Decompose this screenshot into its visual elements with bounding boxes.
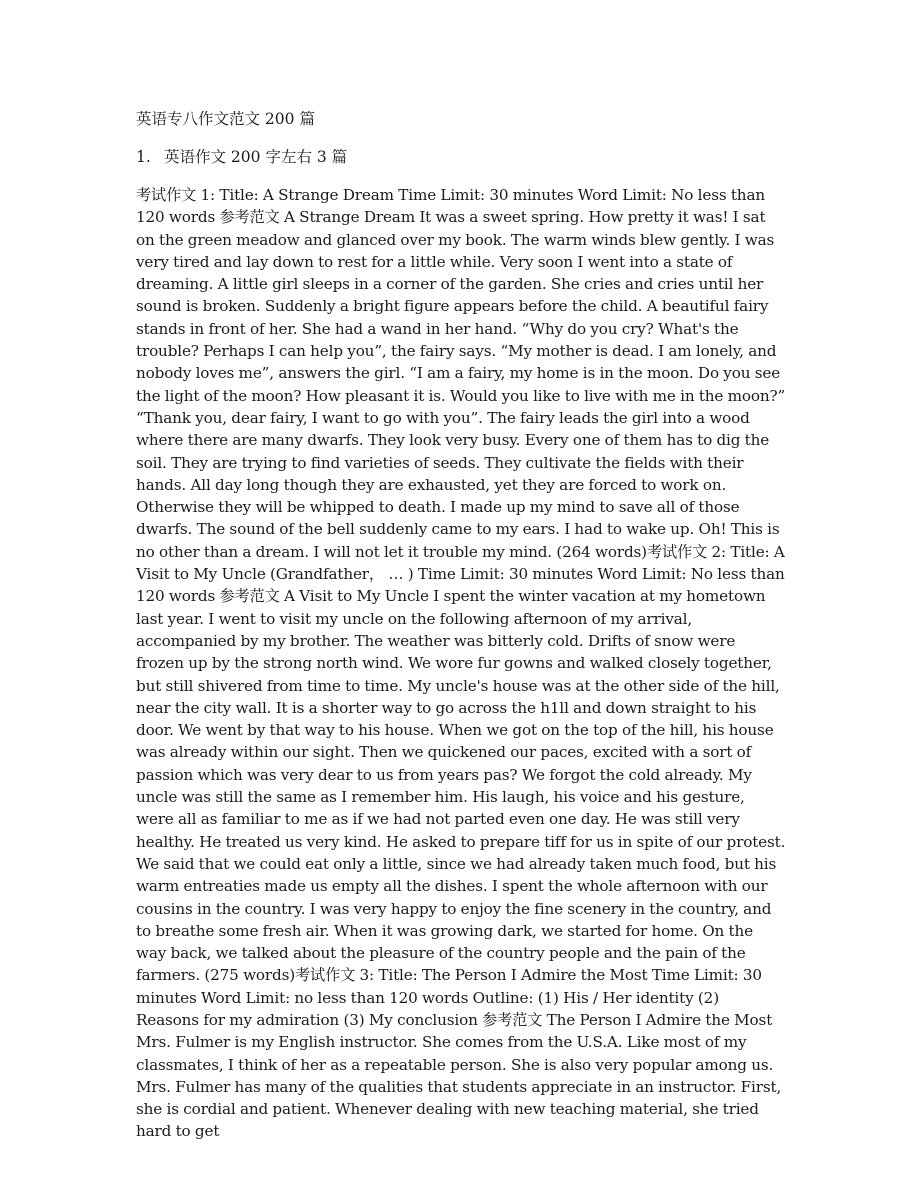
section-number: 1.	[136, 148, 151, 166]
section-heading	[136, 146, 786, 168]
section-heading-text: 英语作文 200 字左右 3 篇	[164, 148, 348, 166]
body-paragraph: 考试作文 1: Title: A Strange Dream Time Limit: 30 minutes Word Limit: No less than 120 words 参考范文 A Strange Dream It was a sweet spring. How pretty it was! I sat on the green meadow and glanced over my book. The warm winds blew gently. I was very tired and lay down to rest for a little while. Very soon I went into a state of dreaming. A little girl sleeps in a corner of the garden. She cries and cries until her sound is broken. Suddenly a bright figure appears before the child. A beautiful fairy stands in front of her. She had a wand in her hand. “Why do you cry? What's the trouble? Perhaps I can help you”, the fairy says. “My mother is dead. I am lonely, and nobody loves me”, answers the girl. “I am a fairy, my home is in the moon. Do you see the light of the moon? How pleasant it is. Would you like to live with me in the moon?” “Thank you, dear fairy, I want to go with you”. The fairy leads the girl into a wood where there are many dwarfs. They look very busy. Every one of them has to dig the soil. They are trying to find varieties of seeds. They cultivate the fields with their hands. All day long though they are exhausted, yet they are forced to work on. Otherwise they will be whipped to death. I made up my mind to save all of those dwarfs. The sound of the bell suddenly came to my ears. I had to wake up. Oh! This is no other than a dream. I will not let it trouble my mind. (264 words)考试作文 2: Title: A Visit to My Uncle (Grandfather， … ) Time Limit: 30 minutes Word Limit: No less than 120 words 参考范文 A Visit to My Uncle I spent the winter vacation at my hometown last year. I went to visit my uncle on the following afternoon of my arrival, accompanied by my brother. The weather was bitterly cold. Drifts of snow were frozen up by the strong north wind. We wore fur gowns and walked closely together, but still shivered from time to time. My uncle's house was at the other side of the hill, near the city wall. It is a shorter way to go across the h1ll and down straight to his door. We went by that way to his house. When we got on the top of the hill, his house was already within our sight. Then we quickened our paces, excited with a sort of passion which was very dear to us from years pas? We forgot the cold already. My uncle was still the same as I remember him. His laugh, his voice and his gesture, were all as familiar to me as if we had not parted even one day. He was still very healthy. He treated us very kind. He asked to prepare tiff for us in spite of our protest. We said that we could eat only a little, since we had already taken much food, but his warm entreaties made us empty all the dishes. I spent the whole afternoon with our cousins in the country. I was very happy to enjoy the fine scenery in the country, and to breathe some fresh air. When it was growing dark, we started for home. On the way back, we talked about the pleasure of the country people and the pain of the farmers. (275 words)考试作文 3: Title: The Person I Admire the Most Time Limit: 30 minutes Word Limit: no less than 120 words Outline: (1) His / Her identity (2) Reasons for my admiration (3) My conclusion 参考范文 The Person I Admire the Most Mrs. Fulmer is my English instructor. She comes from the U.S.A. Like most of my classmates, I think of her as a repeatable person. She is also very popular among us. Mrs. Fulmer has many of the qualities that students appreciate in an instructor. First, she is cordial and patient. Whenever dealing with new teaching material, she tried hard to get	[136, 186, 786, 1141]
document-title: 英语专八作文范文 200 篇	[136, 110, 315, 128]
document-content	[136, 108, 786, 1143]
